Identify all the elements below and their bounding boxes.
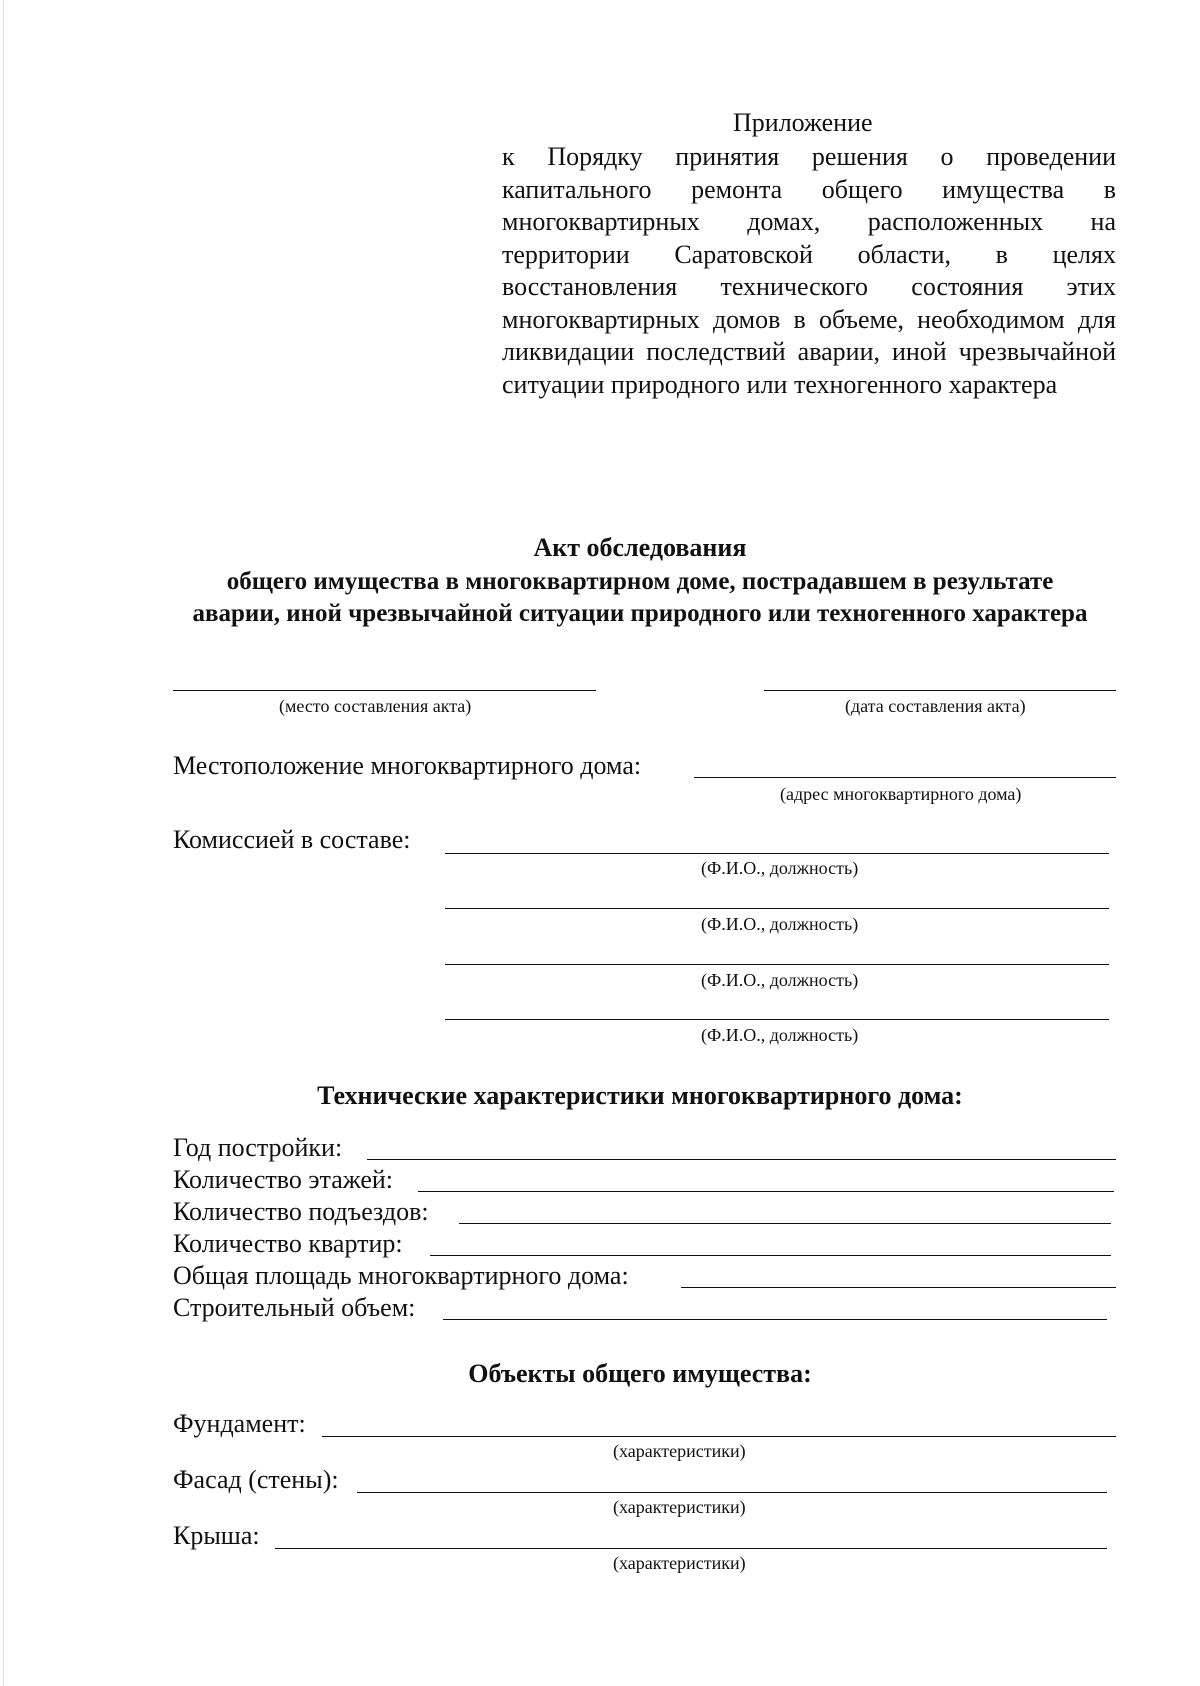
location-line[interactable]	[694, 777, 1116, 778]
tech-field-label: Количество этажей:	[173, 1165, 394, 1194]
object-field-line[interactable]	[322, 1436, 1116, 1437]
act-subtitle-line1: общего имущества в многоквартирном доме, пострадавшем в результате	[226, 568, 1054, 595]
object-field-caption: (характеристики)	[613, 1441, 746, 1461]
date-caption: (дата составления акта)	[845, 696, 1026, 716]
appendix-body: к Порядку принятия решения о проведении капитального ремонта общего имущества в многоквартирных домах, расположенных на территории Саратовской области, в целях восстановления технического состояния этих многоквартирных домов в объеме, необходимом для ликвидации последствий аварии, иной чрезвычайной ситуации природного или техногенного характера	[502, 142, 1116, 399]
tech-field-label: Общая площадь многоквартирного дома:	[173, 1261, 629, 1290]
tech-field-line[interactable]	[681, 1287, 1116, 1288]
tech-section-title: Технические характеристики многоквартирного дома:	[317, 1081, 963, 1110]
act-title: Акт обследования	[533, 533, 747, 562]
commission-line-4[interactable]	[445, 1019, 1109, 1020]
object-field-caption: (характеристики)	[613, 1553, 746, 1573]
object-field-line[interactable]	[275, 1548, 1107, 1549]
commission-caption-2: (Ф.И.О., должность)	[701, 914, 859, 934]
act-subtitle-line2: аварии, иной чрезвычайной ситуации природного или техногенного характера	[192, 600, 1088, 627]
tech-field-line[interactable]	[443, 1319, 1107, 1320]
object-field-label: Фундамент:	[173, 1409, 306, 1438]
tech-field-label: Год постройки:	[173, 1133, 343, 1162]
object-field-label: Фасад (стены):	[173, 1465, 339, 1494]
appendix-title: Приложение	[733, 108, 873, 137]
object-field-caption: (характеристики)	[613, 1497, 746, 1517]
place-caption: (место составления акта)	[279, 696, 472, 716]
object-field-label: Крыша:	[173, 1521, 260, 1550]
object-field-line[interactable]	[357, 1492, 1107, 1493]
tech-field-line[interactable]	[418, 1191, 1114, 1192]
location-caption: (адрес многоквартирного дома)	[780, 784, 1022, 804]
date-line[interactable]	[764, 690, 1116, 691]
commission-caption-3: (Ф.И.О., должность)	[701, 970, 859, 990]
commission-line-1[interactable]	[445, 853, 1109, 854]
tech-field-label: Количество квартир:	[173, 1229, 403, 1258]
commission-line-2[interactable]	[445, 908, 1109, 909]
tech-field-line[interactable]	[430, 1255, 1111, 1256]
commission-caption-1: (Ф.И.О., должность)	[701, 858, 859, 878]
commission-line-3[interactable]	[445, 964, 1109, 965]
commission-caption-4: (Ф.И.О., должность)	[701, 1025, 859, 1045]
tech-field-line[interactable]	[459, 1223, 1111, 1224]
location-label: Местоположение многоквартирного дома:	[173, 751, 642, 780]
objects-section-title: Объекты общего имущества:	[468, 1359, 812, 1388]
tech-field-label: Строительный объем:	[173, 1293, 416, 1322]
tech-field-label: Количество подъездов:	[173, 1197, 429, 1226]
place-line[interactable]	[173, 690, 596, 691]
tech-field-line[interactable]	[367, 1159, 1116, 1160]
commission-label: Комиссией в составе:	[173, 825, 411, 854]
scan-edge	[3, 0, 4, 1686]
